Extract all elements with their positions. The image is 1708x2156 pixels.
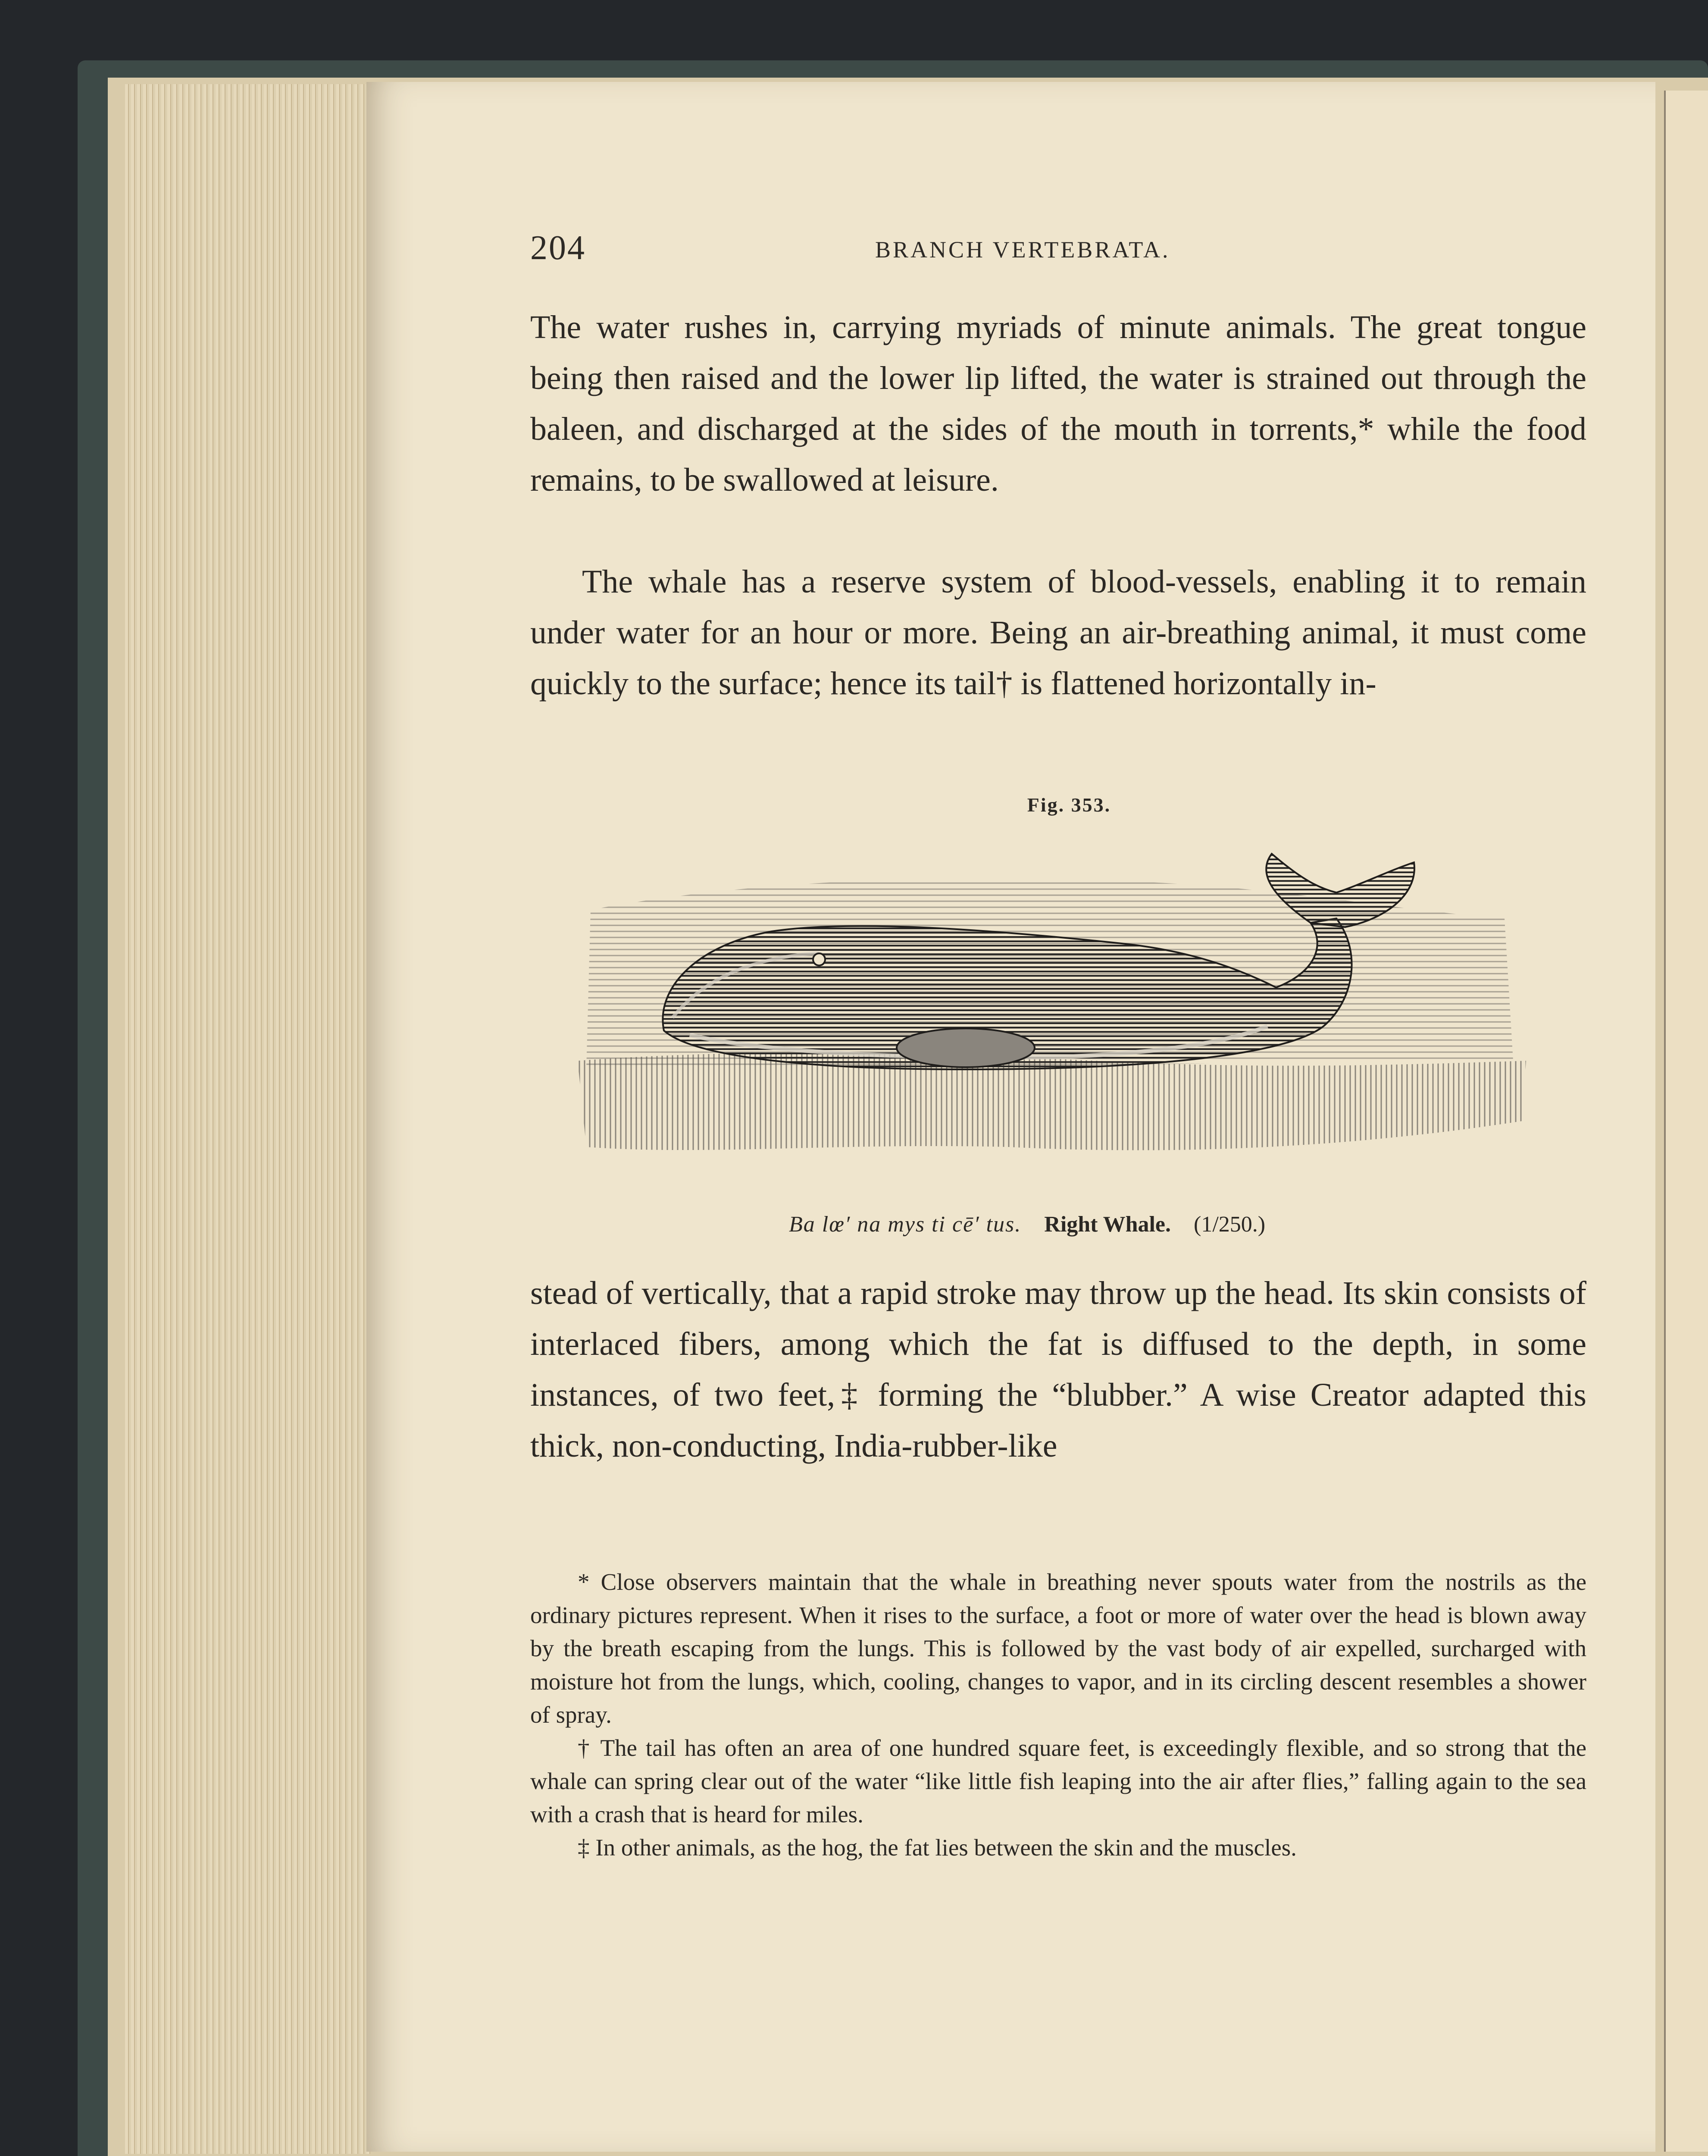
footnote-dagger: † The tail has often an area of one hundred square feet, is exceedingly flexible, and so strong that the whale can spring clear out of the water “like little fish leaping into the air after flies,” falling again to the sea with a crash that is heard for miles. xyxy=(530,1735,1586,1827)
scientific-name: Ba lœ′ na mys ti cē′ tus. xyxy=(789,1212,1022,1237)
figure-label: Fig. 353. xyxy=(1027,794,1111,816)
common-name: Right Whale. xyxy=(1044,1212,1171,1237)
whale-illustration xyxy=(578,845,1535,1190)
running-title: BRANCH VERTEBRATA. xyxy=(875,237,1170,263)
footnote-double-dagger: ‡ In other animals, as the hog, the fat lies between the skin and the muscles. xyxy=(578,1834,1297,1861)
figure-scale: (1/250.) xyxy=(1194,1212,1266,1237)
whale-eye xyxy=(813,953,825,965)
running-head xyxy=(530,229,1259,267)
facing-page-edge xyxy=(1664,91,1708,2152)
figure-caption xyxy=(789,1212,1392,1237)
whale-flipper xyxy=(897,1028,1035,1067)
paragraph-3: stead of vertically, that a rapid stroke may throw up the head. Its skin consists of interlaced fibers, among which the fat is diffused to the depth, in some instances, of two feet,‡ forming the “blubber.” A wise Creator adapted this thick, non-conducting, India-rubber-like xyxy=(530,1275,1586,1464)
footnotes xyxy=(530,1565,1586,1864)
paragraph-1: The water rushes in, carrying myriads of minute animals. The great tongue being then raised and the lower lip lifted, the water is strained out through the baleen, and discharged at the sides of the mouth in torrents,* while the food remains, to be swallowed at leisure. xyxy=(530,309,1586,498)
footnote-asterisk: * Close observers maintain that the whale in breathing never spouts water from the nostrils as the ordinary pictures represent. When it rises to the surface, a foot or more of water over the head is blown away by the breath escaping from the lungs. This is followed by the vast body of air expelled, surcharged with moisture hot from the lungs, which, cooling, changes to vapor, and in its circling descent resembles a shower of spray. xyxy=(530,1569,1586,1728)
page-edges xyxy=(125,84,371,2154)
paragraph-2: The whale has a reserve system of blood-vessels, enabling it to remain under water for an hour or more. Being an air-breathing animal, it must come quickly to the surface; hence its tail† is flattened horizontally in- xyxy=(530,564,1586,702)
page-number: 204 xyxy=(530,229,586,267)
